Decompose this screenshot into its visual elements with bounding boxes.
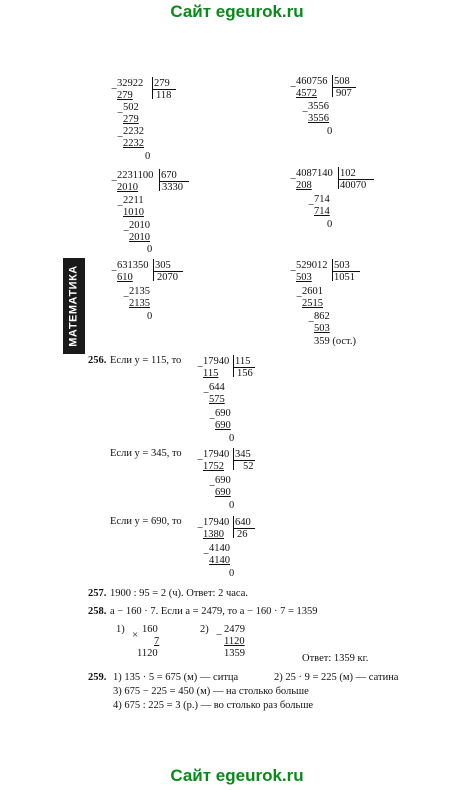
quotient: 1051 xyxy=(334,272,355,283)
step: 3556 xyxy=(308,101,329,112)
multiply-sign: × xyxy=(132,629,139,641)
dividend: 32922 xyxy=(117,78,144,89)
dividend: 529012 xyxy=(296,260,328,271)
problem-259-step-2: 2) 25 · 9 = 225 (м) — сатина xyxy=(274,672,399,683)
division-bar xyxy=(338,167,339,189)
site-header: Сайт egeurok.ru xyxy=(170,2,304,21)
case-text: Если y = 345, то xyxy=(110,448,182,459)
quotient: 118 xyxy=(156,90,172,101)
divisor: 508 xyxy=(334,76,350,87)
step: 690 xyxy=(215,487,231,498)
quotient: 156 xyxy=(237,368,253,379)
divisor: 115 xyxy=(235,356,251,367)
side-tab-label: МАТЕМАТИКА xyxy=(68,265,80,347)
dividend: 2231100 xyxy=(117,170,154,181)
minus-sign: − xyxy=(296,291,303,303)
divisor: 279 xyxy=(154,78,170,89)
problem-number-257: 257. xyxy=(88,588,107,599)
minus-sign: − xyxy=(308,199,315,211)
minus-sign: − xyxy=(203,387,210,399)
step: 2232 xyxy=(123,126,144,137)
step: 2010 xyxy=(129,232,150,243)
divisor: 102 xyxy=(340,168,356,179)
divisor: 640 xyxy=(235,517,251,528)
subtrahend: 1120 xyxy=(224,636,245,647)
step: 1380 xyxy=(203,529,224,540)
problem-257-text: 1900 : 95 = 2 (ч). Ответ: 2 часа. xyxy=(110,588,248,599)
case-text: Если y = 115, то xyxy=(110,355,182,366)
division-bar xyxy=(153,259,154,281)
minus-sign: − xyxy=(308,316,315,328)
remainder: 0 xyxy=(229,500,235,511)
step: 690 xyxy=(215,408,231,419)
step: 2135 xyxy=(129,298,150,309)
minus-sign: − xyxy=(302,106,309,118)
quotient: 40070 xyxy=(340,180,367,191)
step: 1752 xyxy=(203,461,224,472)
step: 279 xyxy=(117,90,133,101)
remainder: 0 xyxy=(147,311,153,322)
dividend: 17940 xyxy=(203,449,230,460)
problem-259-step-4: 4) 675 : 225 = 3 (р.) — во столько раз больше xyxy=(113,700,314,711)
answer-258: Ответ: 1359 кг. xyxy=(302,653,369,664)
remainder: 359 (ост.) xyxy=(314,336,356,347)
step: 2010 xyxy=(117,182,138,193)
step: 4140 xyxy=(209,543,230,554)
step: 2232 xyxy=(123,138,144,149)
problem-number-259: 259. xyxy=(88,672,107,683)
step: 4572 xyxy=(296,88,317,99)
divisor: 345 xyxy=(235,449,251,460)
step: 279 xyxy=(123,114,139,125)
step: 2515 xyxy=(302,298,323,309)
step: 208 xyxy=(296,180,312,191)
minus-sign: − xyxy=(117,200,124,212)
minus-sign: − xyxy=(197,522,204,534)
divisor: 305 xyxy=(155,260,171,271)
step: 610 xyxy=(117,272,133,283)
step: 714 xyxy=(314,194,330,205)
minus-sign: − xyxy=(123,225,130,237)
minus-sign: − xyxy=(111,175,118,187)
step: 644 xyxy=(209,382,225,393)
division-bar xyxy=(152,77,153,99)
step-label: 1) xyxy=(116,624,125,635)
minus-sign: − xyxy=(111,265,118,277)
divisor: 503 xyxy=(334,260,350,271)
step: 2601 xyxy=(302,286,323,297)
division-bar xyxy=(159,169,160,191)
factor: 7 xyxy=(154,636,160,647)
remainder: 0 xyxy=(229,433,235,444)
problem-number-258: 258. xyxy=(88,606,107,617)
step: 502 xyxy=(123,102,139,113)
step: 503 xyxy=(314,323,330,334)
quotient: 52 xyxy=(243,461,254,472)
dividend: 460756 xyxy=(296,76,328,87)
dividend: 17940 xyxy=(203,517,230,528)
minus-sign: − xyxy=(290,265,297,277)
case-text: Если y = 690, то xyxy=(110,516,182,527)
division-bar xyxy=(233,355,234,377)
remainder: 0 xyxy=(145,151,151,162)
minus-sign: − xyxy=(209,480,216,492)
step-label: 2) xyxy=(200,624,209,635)
remainder: 0 xyxy=(229,568,235,579)
step: 690 xyxy=(215,475,231,486)
minus-sign: − xyxy=(197,361,204,373)
problem-258-text: a − 160 · 7. Если a = 2479, то a − 160 · 7 = 1359 xyxy=(110,606,318,617)
minus-sign: − xyxy=(216,629,223,641)
step: 503 xyxy=(296,272,312,283)
factor: 160 xyxy=(142,624,158,635)
problem-259-step-1: 1) 135 · 5 = 675 (м) — ситца xyxy=(113,672,239,683)
minus-sign: − xyxy=(290,81,297,93)
minus-sign: − xyxy=(203,548,210,560)
division-bar xyxy=(332,75,333,97)
minuend: 2479 xyxy=(224,624,245,635)
minus-sign: − xyxy=(123,291,130,303)
dividend: 4087140 xyxy=(296,168,333,179)
quotient: 26 xyxy=(237,529,248,540)
division-bar xyxy=(233,516,234,538)
remainder: 0 xyxy=(327,219,333,230)
problem-259-step-3: 3) 675 − 225 = 450 (м) — на столько больше xyxy=(113,686,309,697)
divisor: 670 xyxy=(161,170,177,181)
minus-sign: − xyxy=(111,83,118,95)
side-tab xyxy=(63,258,85,354)
product: 1120 xyxy=(137,648,158,659)
dividend: 17940 xyxy=(203,356,230,367)
minus-sign: − xyxy=(117,131,124,143)
quotient: 2070 xyxy=(157,272,178,283)
problem-number: 256. xyxy=(88,355,107,366)
minus-sign: − xyxy=(117,107,124,119)
step: 862 xyxy=(314,311,330,322)
minus-sign: − xyxy=(209,413,216,425)
quotient: 3330 xyxy=(162,182,183,193)
step: 690 xyxy=(215,420,231,431)
division-bar xyxy=(233,448,234,470)
step: 115 xyxy=(203,368,219,379)
quotient: 907 xyxy=(336,88,352,99)
step: 2010 xyxy=(129,220,150,231)
division-bar xyxy=(332,259,333,281)
minus-sign: − xyxy=(290,173,297,185)
difference: 1359 xyxy=(224,648,245,659)
dividend: 631350 xyxy=(117,260,149,271)
step: 1010 xyxy=(123,207,144,218)
step: 714 xyxy=(314,206,330,217)
remainder: 0 xyxy=(147,244,153,255)
minus-sign: − xyxy=(197,454,204,466)
site-footer: Сайт egeurok.ru xyxy=(170,766,304,785)
step: 575 xyxy=(209,394,225,405)
remainder: 0 xyxy=(327,126,333,137)
step: 4140 xyxy=(209,555,230,566)
step: 3556 xyxy=(308,113,329,124)
step: 2211 xyxy=(123,195,144,206)
step: 2135 xyxy=(129,286,150,297)
